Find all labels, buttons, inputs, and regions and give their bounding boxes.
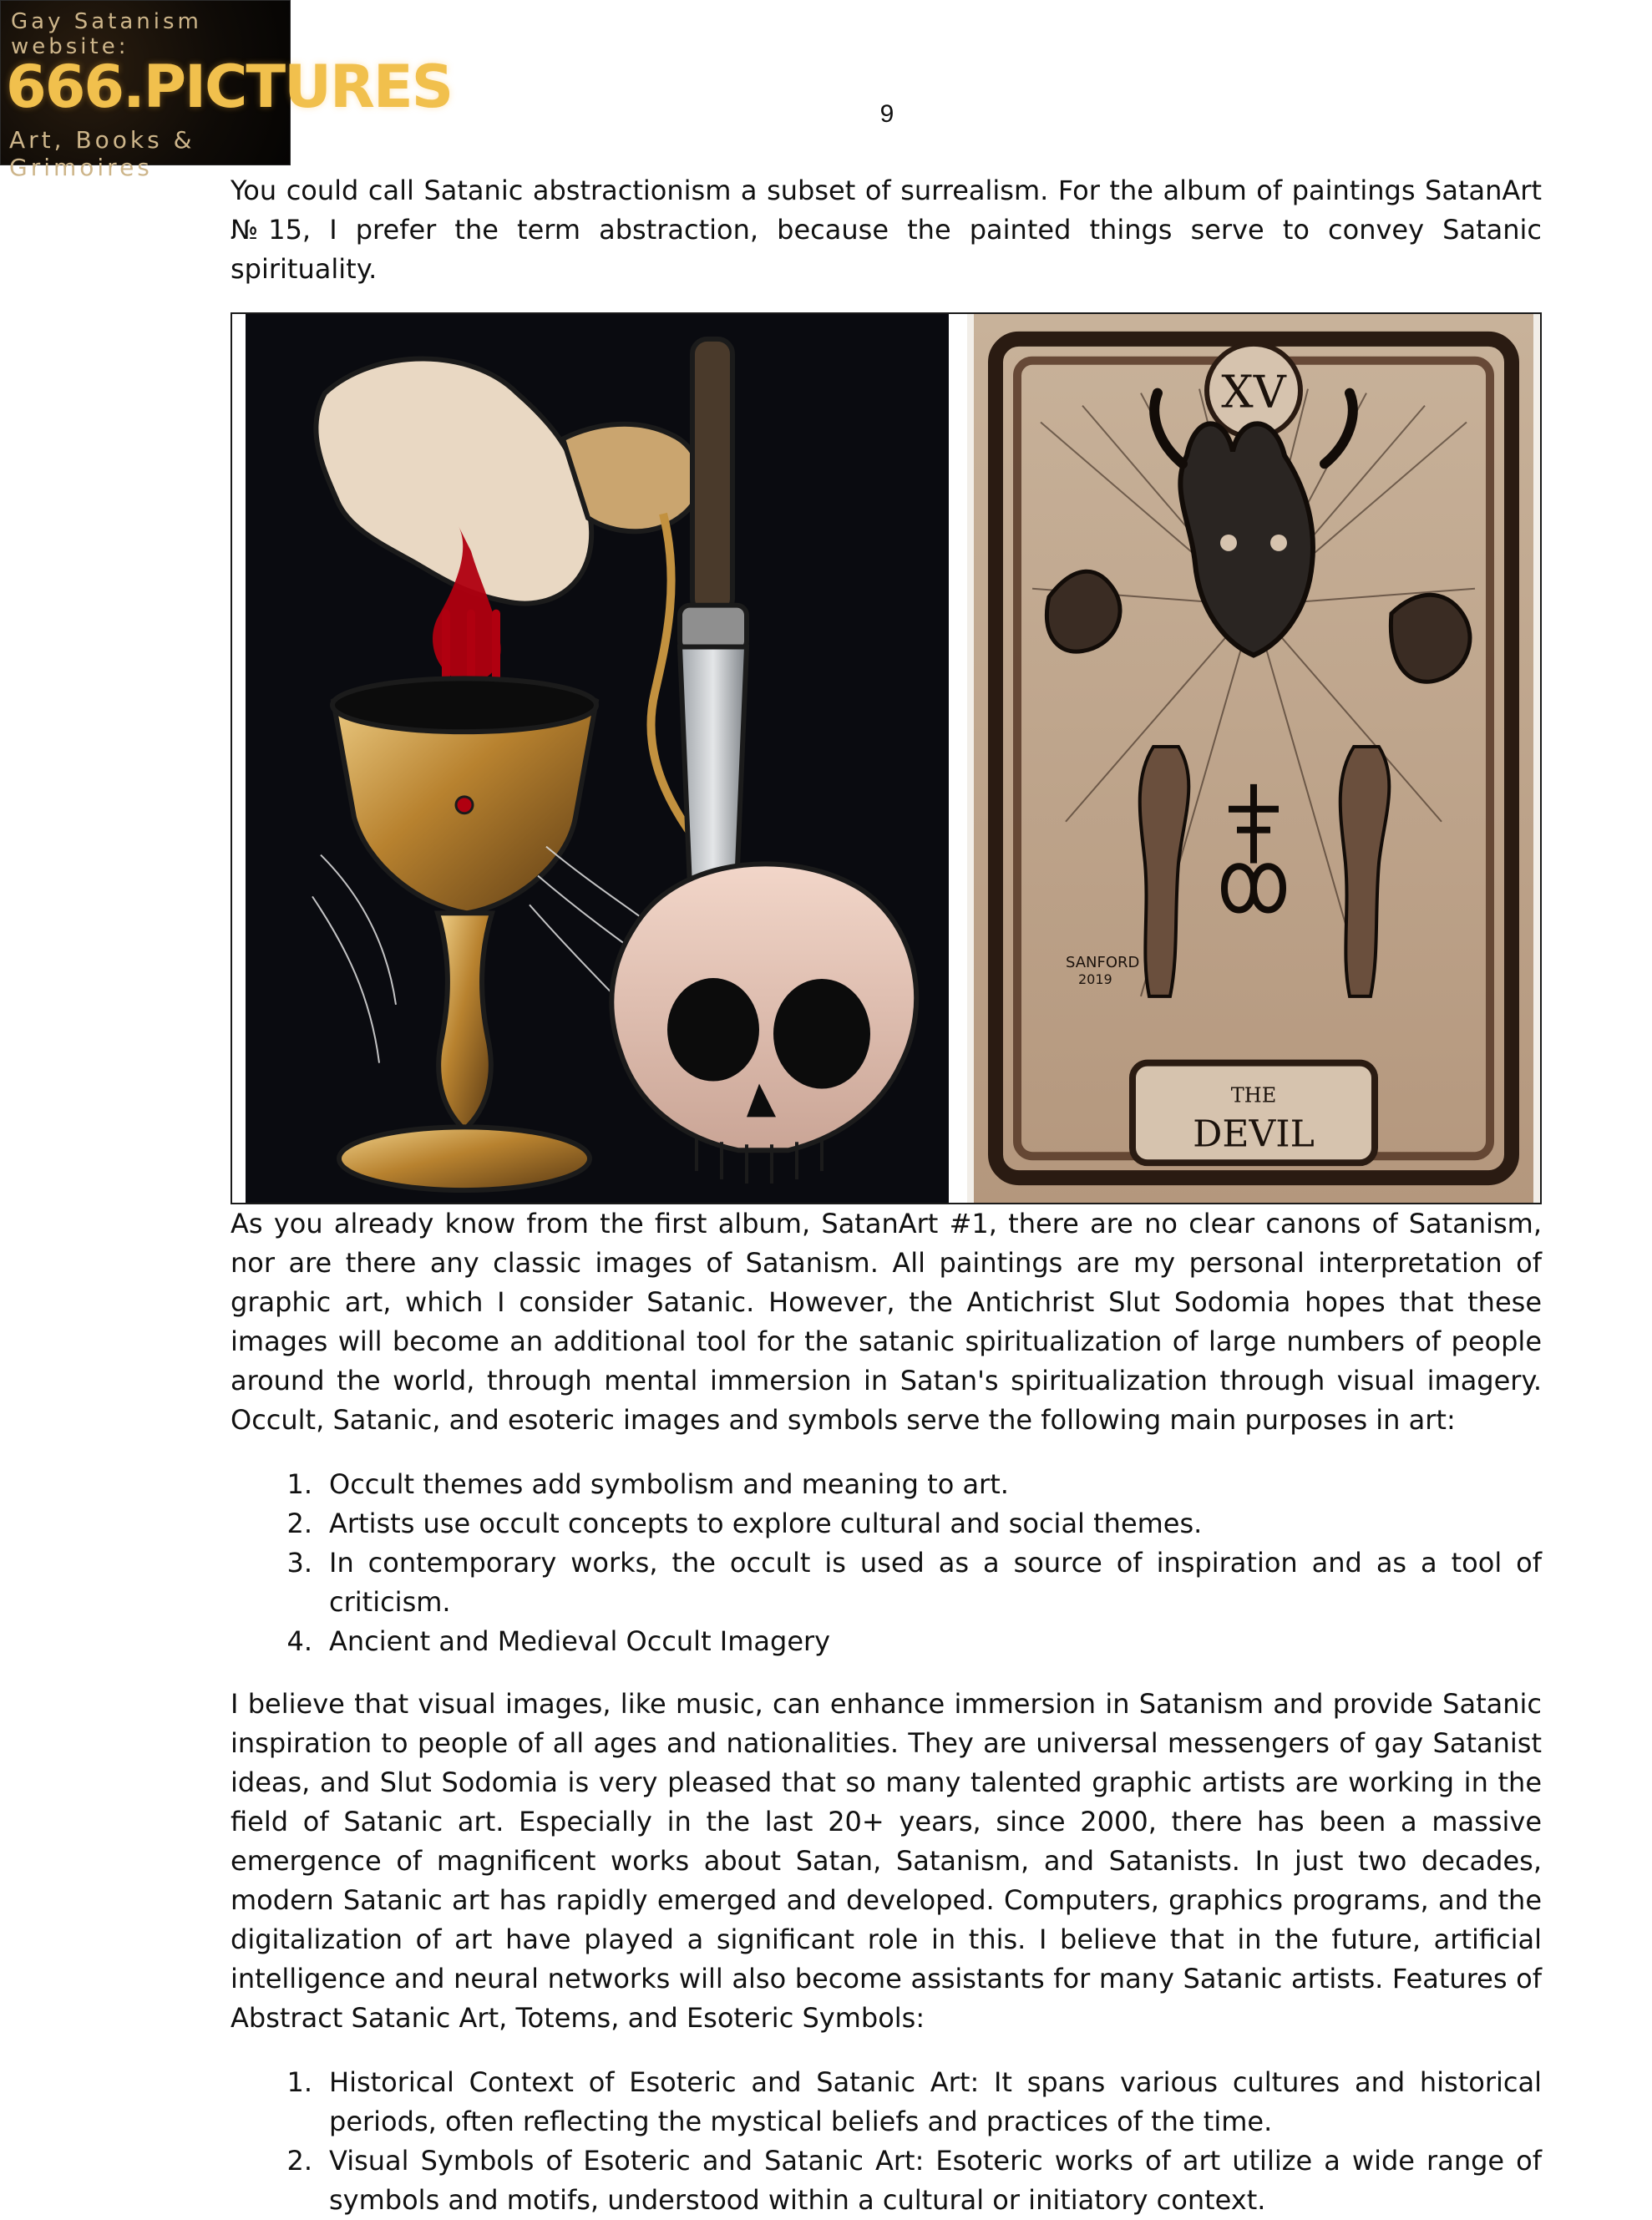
tarot-numeral: XV (1221, 365, 1286, 418)
logo-top-text: Gay Satanism website: (11, 9, 202, 59)
list-2-item-2-number: 2. (286, 2145, 312, 2177)
signature-line-1: SANFORD (1066, 954, 1140, 972)
signature-line-2: 2019 (1078, 971, 1112, 987)
tarot-card (974, 314, 1533, 1203)
goblet-stem (438, 913, 492, 1129)
paragraph-1: As you already know from the first album, SatanArt #1, there are no clear canons of Satanism, nor are there any classic images of Satanism. All paintings are my personal interpretation of graphic art, which I consider Satanic. However, the Antichrist Slut Sodomia hopes that these images will become an additional tool for the satanic spiritualization of large numbers of people around the world, through mental immersion in Satan's spiritualization through visual imagery. Occult, Satanic, and esoteric images and symbols serve the following main purposes in art: (231, 1208, 1542, 1436)
right-hand (1391, 595, 1470, 682)
tarot-title: DEVIL (1193, 1113, 1315, 1156)
spacer (231, 1661, 1542, 1685)
page-number: 9 (879, 100, 894, 128)
intro-paragraph: You could call Satanic abstractionism a subset of surrealism. For the album of paintings SatanArt №15, I prefer the term abstraction, because the painted things serve to convey Satanic spirituality. (231, 175, 1542, 285)
tarot-card-svg (974, 314, 1533, 1203)
left-artwork-svg (246, 314, 949, 1203)
list-1-item-3-number: 3. (286, 1547, 312, 1579)
list-2 (231, 2063, 1542, 2220)
logo-bottom-text: Art, Books & Grimoires (9, 126, 195, 181)
list-1-item-1-number: 1. (286, 1468, 312, 1500)
right-artwork (967, 314, 1542, 1203)
list-2-item-2-text: Visual Symbols of Esoteric and Satanic Art: Esoteric works of art utilize a wide range of symbols and motifs, understood within a cultural or initiatory context. (329, 2145, 1542, 2216)
list-1 (231, 1465, 1542, 1661)
paragraph-2: I believe that visual images, like music, can enhance immersion in Satanism and provide Satanic inspiration to people of all ages and nationalities. They are universal messengers of gay Satanist ideas, and Slut Sodomia is very pleased that so many talented graphic artists are working in the field of Satanic art. Especially in the last 20+ years, since 2000, there has been a massive emergence of magnificent works about Satan, Satanism, and Satanists. In just two decades, modern Satanic art has rapidly emerged and developed. Computers, graphics programs, and the digitalization of art have played a significant role in this. I believe that in the future, artificial intelligence and neural networks will also become assistants for many Satanic artists. Features of Abstract Satanic Art, Totems, and Esoteric Symbols: (231, 1688, 1542, 2034)
artwork-figure (231, 312, 1542, 1204)
list-1-item-3 (231, 1543, 1542, 1622)
list-1-item-2-text: Artists use occult concepts to explore cultural and social themes. (329, 1508, 1203, 1539)
list-1-item-1-text: Occult themes add symbolism and meaning to art. (329, 1468, 1009, 1500)
list-1-item-3-text: In contemporary works, the occult is used as a source of inspiration and as a tool of criticism. (329, 1547, 1542, 1618)
list-2-item-2 (231, 2141, 1542, 2220)
site-logo (0, 0, 453, 181)
list-2-item-1-number: 1. (286, 2066, 312, 2098)
list-2-item-1 (231, 2063, 1542, 2141)
list-1-item-2-number: 2. (286, 1508, 312, 1539)
list-1-item-4-number: 4. (286, 1625, 312, 1657)
dagger-handle (692, 339, 732, 614)
document-body (231, 171, 1542, 2220)
left-artwork (246, 314, 949, 1203)
list-1-item-2 (231, 1504, 1542, 1543)
list-1-item-1 (231, 1465, 1542, 1504)
list-1-item-4-text: Ancient and Medieval Occult Imagery (329, 1625, 831, 1657)
list-1-item-4 (231, 1622, 1542, 1661)
goblet-base (339, 1127, 590, 1190)
list-2-item-1-text: Historical Context of Esoteric and Satanic Art: It spans various cultures and historical periods, often reflecting the mystical beliefs and practices of the time. (329, 2066, 1542, 2137)
logo-main-text: 666.PICTURES (6, 53, 453, 121)
tarot-title-small: THE (1230, 1083, 1277, 1107)
